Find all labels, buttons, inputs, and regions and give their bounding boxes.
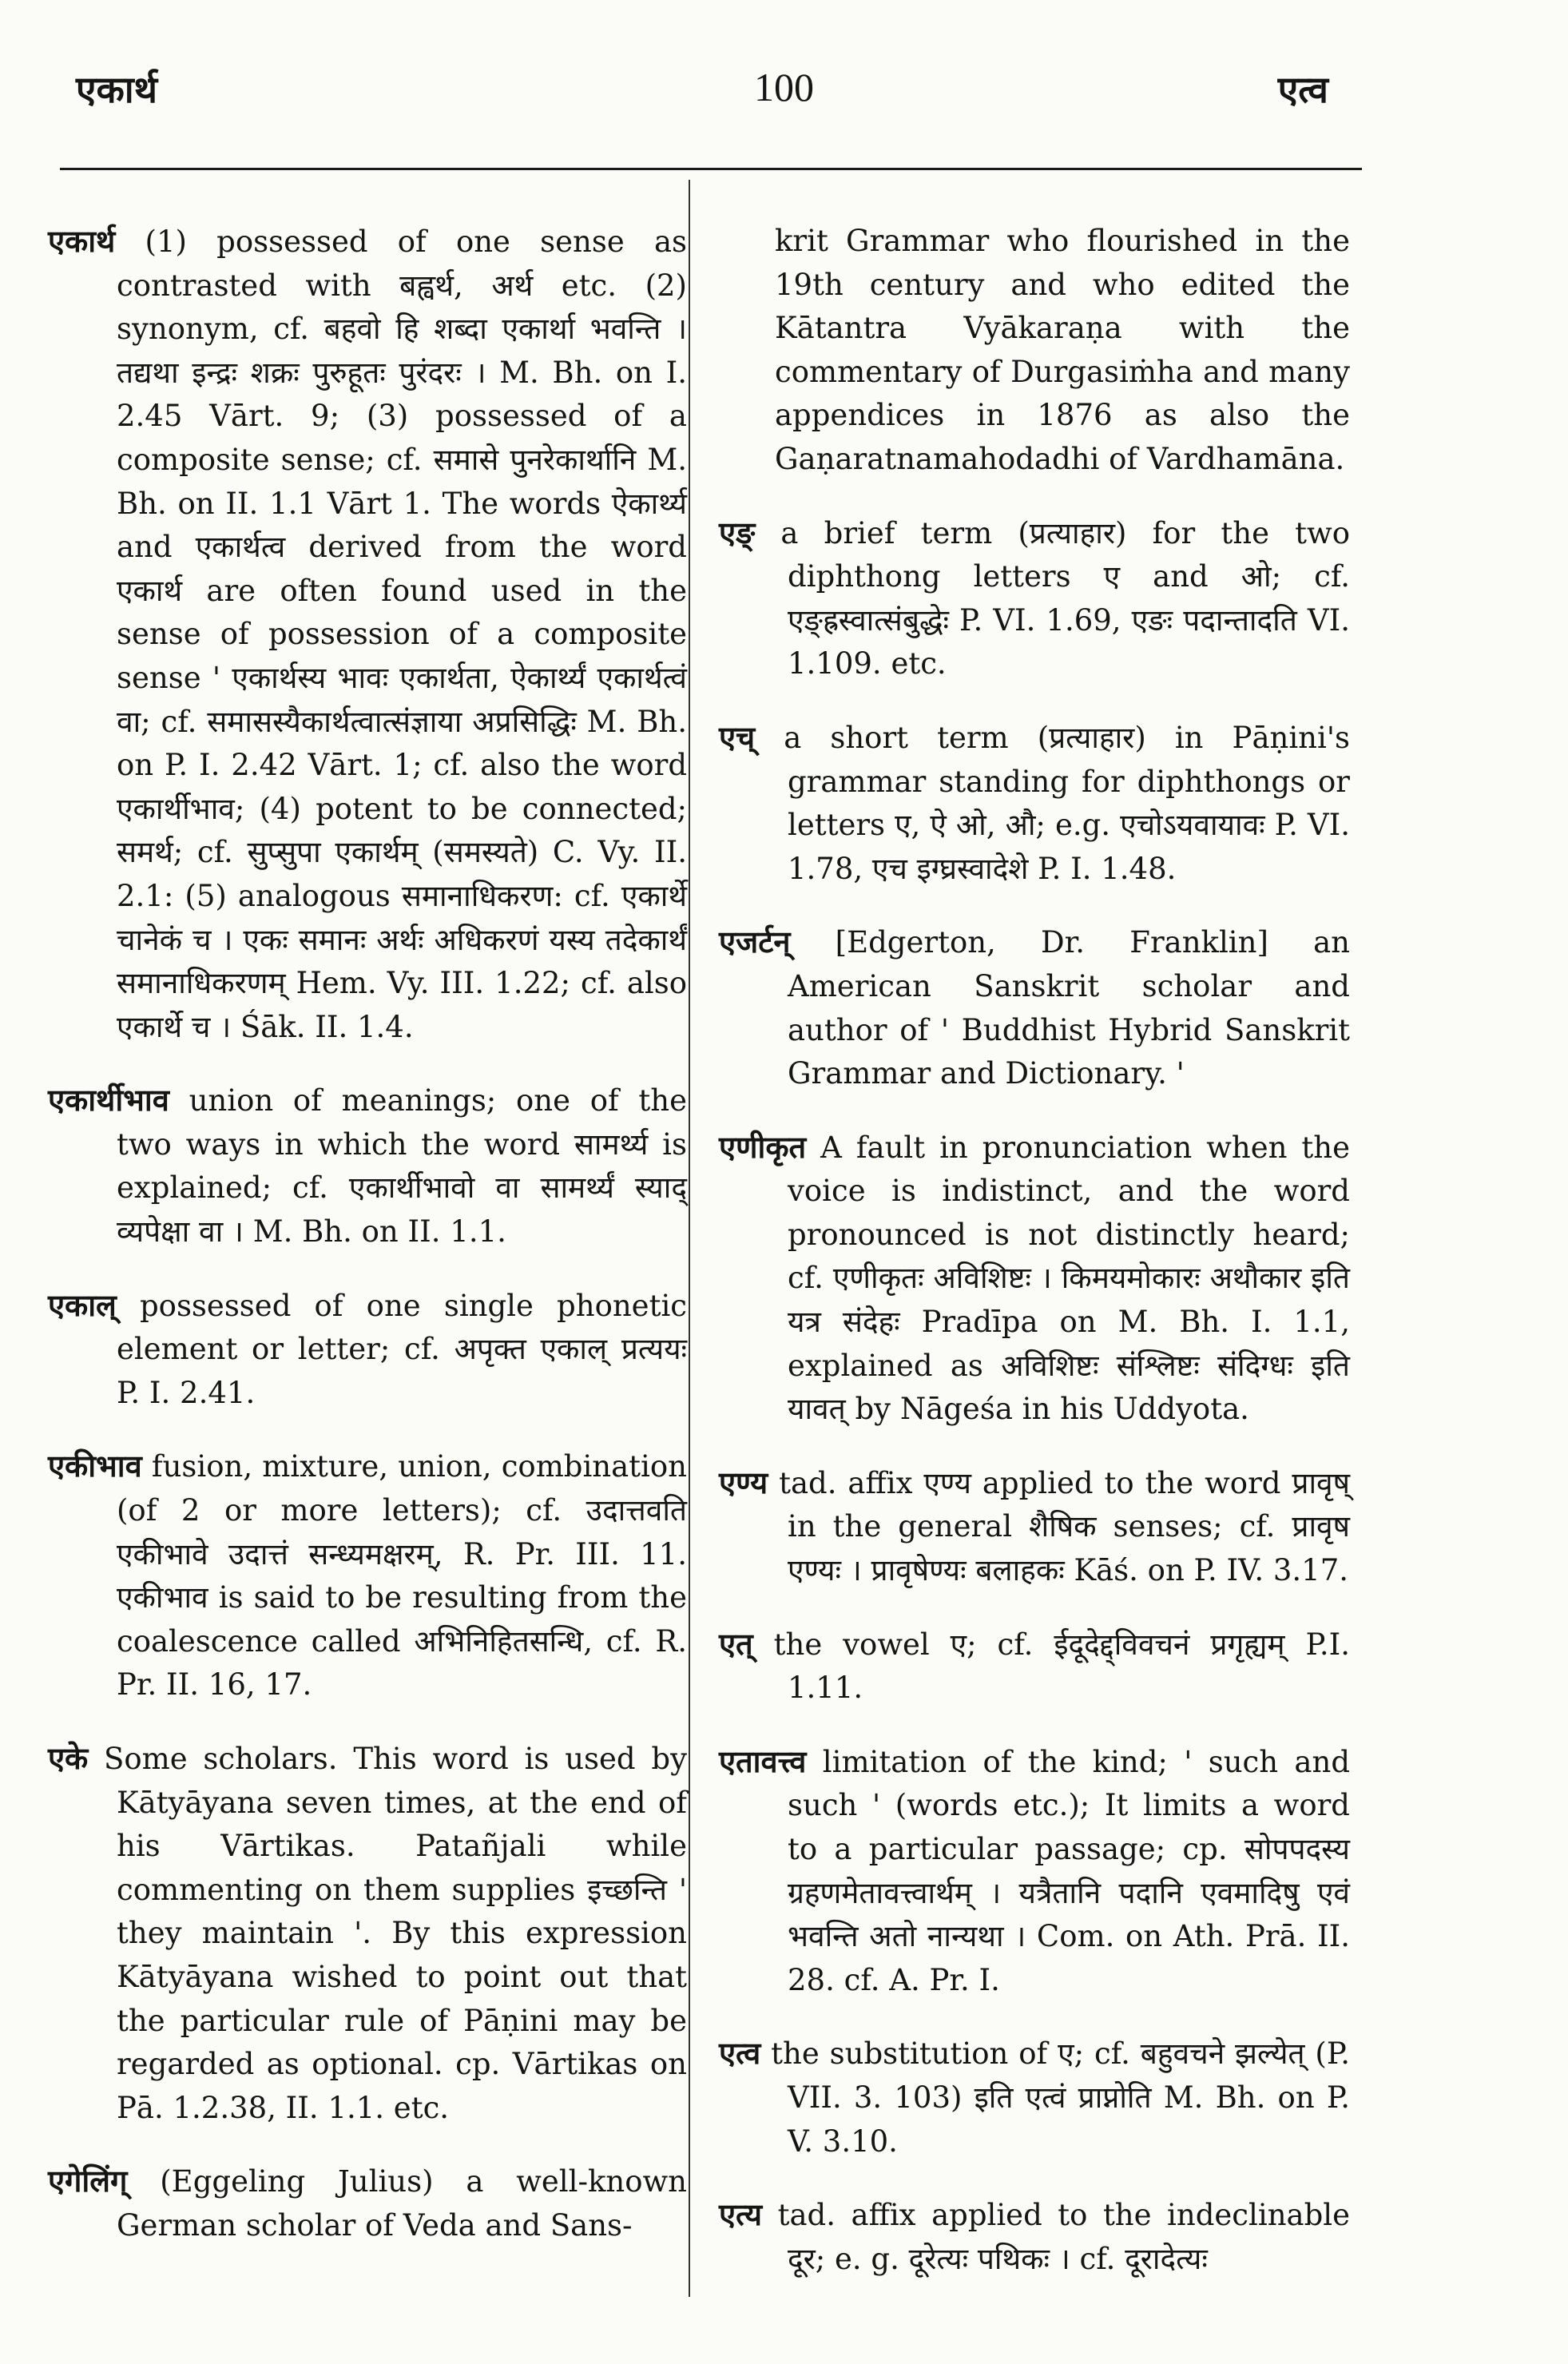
headword: एण्य	[719, 1464, 768, 1500]
headword: एकार्थ	[48, 223, 116, 259]
entry-etya	[719, 2193, 1350, 2281]
headword: एकार्थीभाव	[48, 1082, 169, 1118]
definition: Some scholars. This word is used by Kātyāyana seven times, at the end of his Vārtikas. Patañjali while commenting on them supplies इच्छन्ति ' they maintain '. By this expression Kātyāyana wished to point out that the particular rule of Pāṇini may be regarded as optional. cp. Vārtikas on Pā. 1.2.38, II. 1.1. etc.	[104, 1742, 688, 2125]
definition: (1) possessed of one sense as contrasted with बह्वर्थ, अर्थ etc. (2) synonym, cf. बहवो हि शब्दा एकार्था भवन्ति । तद्यथा इन्द्रः शक्रः पुरुहूतः पुरंदरः । M. Bh. on I. 2.45 Vārt. 9; (3) possessed of a composite sense; cf. समासे पुनरेकार्थानि M. Bh. on II. 1.1 Vārt 1. The words ऐकार्थ्य and एकार्थत्व derived from the word एकार्थ are often found used in the sense of possession of a composite sense ' एकार्थस्य भावः एकार्थता, ऐकार्थ्यं एकार्थत्वं वा; cf. समासस्यैकार्थत्वात्संज्ञाया अप्रसिद्धिः M. Bh. on P. I. 2.42 Vārt. 1; cf. also the word एकार्थीभाव; (4) potent to be connected; समर्थ; cf. सुप्सुपा एकार्थम् (समस्यते) C. Vy. II. 2.1: (5) analogous समानाधिकरण: cf. एकार्थे चानेकं च । एकः समानः अर्थः अधिकरणं यस्य तदेकार्थं समानाधिकरणम् Hem. Vy. III. 1.22; cf. also एकार्थे च । Śāk. II. 1.4.	[117, 224, 687, 1044]
definition: a brief term (प्रत्याहार) for the two diphthong letters ए and ओ; cf. एङ्ह्रस्वात्संबुद्धेः P. VI. 1.69, एङः पदान्तादति VI. 1.109. etc.	[780, 515, 1350, 681]
left-column	[48, 190, 687, 2264]
entry-et	[719, 1623, 1350, 1710]
headword: एतावत्त्व	[719, 1742, 807, 1779]
entry-enikrta	[719, 1126, 1350, 1432]
definition: [Edgerton, Dr. Franklin] an American Sanskrit scholar and author of ' Buddhist Hybrid Sanskrit Grammar and Dictionary. '	[788, 925, 1350, 1091]
entry-eke	[48, 1737, 687, 2130]
headword: एकीभाव	[48, 1448, 142, 1484]
definition: A fault in pronunciation when the voice is indistinct, and the word pronounced is not distinctly heard; cf. एणीकृतः अविशिष्टः । किमयमोकारः अथौकार इति यत्र संदेहः Pradīpa on M. Bh. I. 1.1, explained as अविशिष्टः संश्लिष्टः संदिग्धः इति यावत् by Nāgeśa in his Uddyota.	[788, 1130, 1351, 1427]
headword: एच्	[719, 718, 756, 755]
headword: एत्	[719, 1625, 753, 1662]
entry-ekarthibhava	[48, 1079, 687, 1254]
headword: एत्व	[719, 2035, 761, 2072]
definition: (Eggeling Julius) a well-known German scholar of Veda and Sans-	[117, 2164, 687, 2243]
headword: एत्य	[719, 2196, 763, 2233]
entry-ekal	[48, 1284, 687, 1416]
header-rule	[60, 168, 1362, 170]
entry-enya	[719, 1461, 1350, 1593]
headword: एङ्	[719, 514, 756, 550]
definition: possessed of one single phonetic element or letter; cf. अपृक्त एकाल् प्रत्ययः P. I. 2.41.	[117, 1288, 687, 1410]
headword: एगेलिंग्	[48, 2163, 128, 2199]
definition: a short term (प्रत्याहार) in Pāṇini's grammar standing for diphthongs or letters ए, ऐ ओ, औ; e.g. एचोऽयवायावः P. VI. 1.78, एच इग्घ्रस्वादेशे P. I. 1.48.	[784, 720, 1350, 886]
definition: fusion, mixture, union, combination (of 2 or more letters); cf. उदात्तवति एकीभावे उदात्तं सन्ध्यमक्षरम्, R. Pr. III. 11. एकीभाव is said to be resulting from the coalescence called अभिनिहितसन्धि, cf. R. Pr. II. 16, 17.	[117, 1449, 687, 1702]
entry-eggeling-continued	[719, 220, 1350, 482]
entry-ekibhava	[48, 1444, 687, 1707]
headword: एकाल्	[48, 1286, 117, 1323]
right-column	[719, 190, 1350, 2297]
headword: एजर्टन्	[719, 924, 791, 960]
entry-ec	[719, 716, 1350, 891]
entry-en	[719, 511, 1350, 686]
running-head-right: एत्व	[1277, 68, 1328, 111]
definition: limitation of the kind; ' such and such ' (words etc.); It limits a word to a particular passage; cp. सोपपदस्य ग्रहणमेतावत्त्वार्थम् । यत्रैतानि पदानि एवमादिषु एवं भवन्ति अतो नान्यथा । Com. on Ath. Prā. II. 28. cf. A. Pr. I.	[788, 1744, 1351, 1997]
running-head-left: एकार्थ	[76, 68, 158, 111]
definition: the vowel ए; cf. ईदूदेद्द्विवचनं प्रगृह्यम् P.I. 1.11.	[773, 1627, 1350, 1706]
entry-eggeling	[48, 2159, 687, 2247]
definition: tad. affix applied to the indeclinable दूर; e. g. दूरेत्यः पथिकः । cf. दूरादेत्यः	[777, 2198, 1350, 2276]
entry-etva	[719, 2032, 1350, 2163]
entry-ekartha	[48, 220, 687, 1049]
definition: tad. affix एण्य applied to the word प्रावृष् in the general शैषिक senses; cf. प्रावृष एण्यः । प्रावृषेण्यः बलाहकः Kāś. on P. IV. 3.17.	[779, 1465, 1351, 1588]
headword: एणीकृत	[719, 1128, 807, 1165]
headword: एके	[48, 1740, 89, 1776]
definition: the substitution of ए; cf. बहुवचने झल्येत् (P. VII. 3. 103) इति एत्वं प्राप्नोति M. Bh. on P. V. 3.10.	[771, 2036, 1350, 2159]
entry-edgerton	[719, 920, 1350, 1095]
definition: union of meanings; one of the two ways in which the word सामर्थ्य is explained; cf. एकार्थीभावो वा सामर्थ्यं स्याद् व्यपेक्षा वा । M. Bh. on II. 1.1.	[117, 1083, 687, 1250]
entry-etavattva	[719, 1740, 1350, 2003]
definition: krit Grammar who flourished in the 19th century and who edited the Kātantra Vyākaraṇa with the commentary of Durgasiṁha and many appendices in 1876 as also the Gaṇaratnamahodadhi of Vardhamāna.	[775, 224, 1350, 476]
page-number: 100	[754, 65, 814, 109]
column-divider	[689, 180, 690, 2297]
